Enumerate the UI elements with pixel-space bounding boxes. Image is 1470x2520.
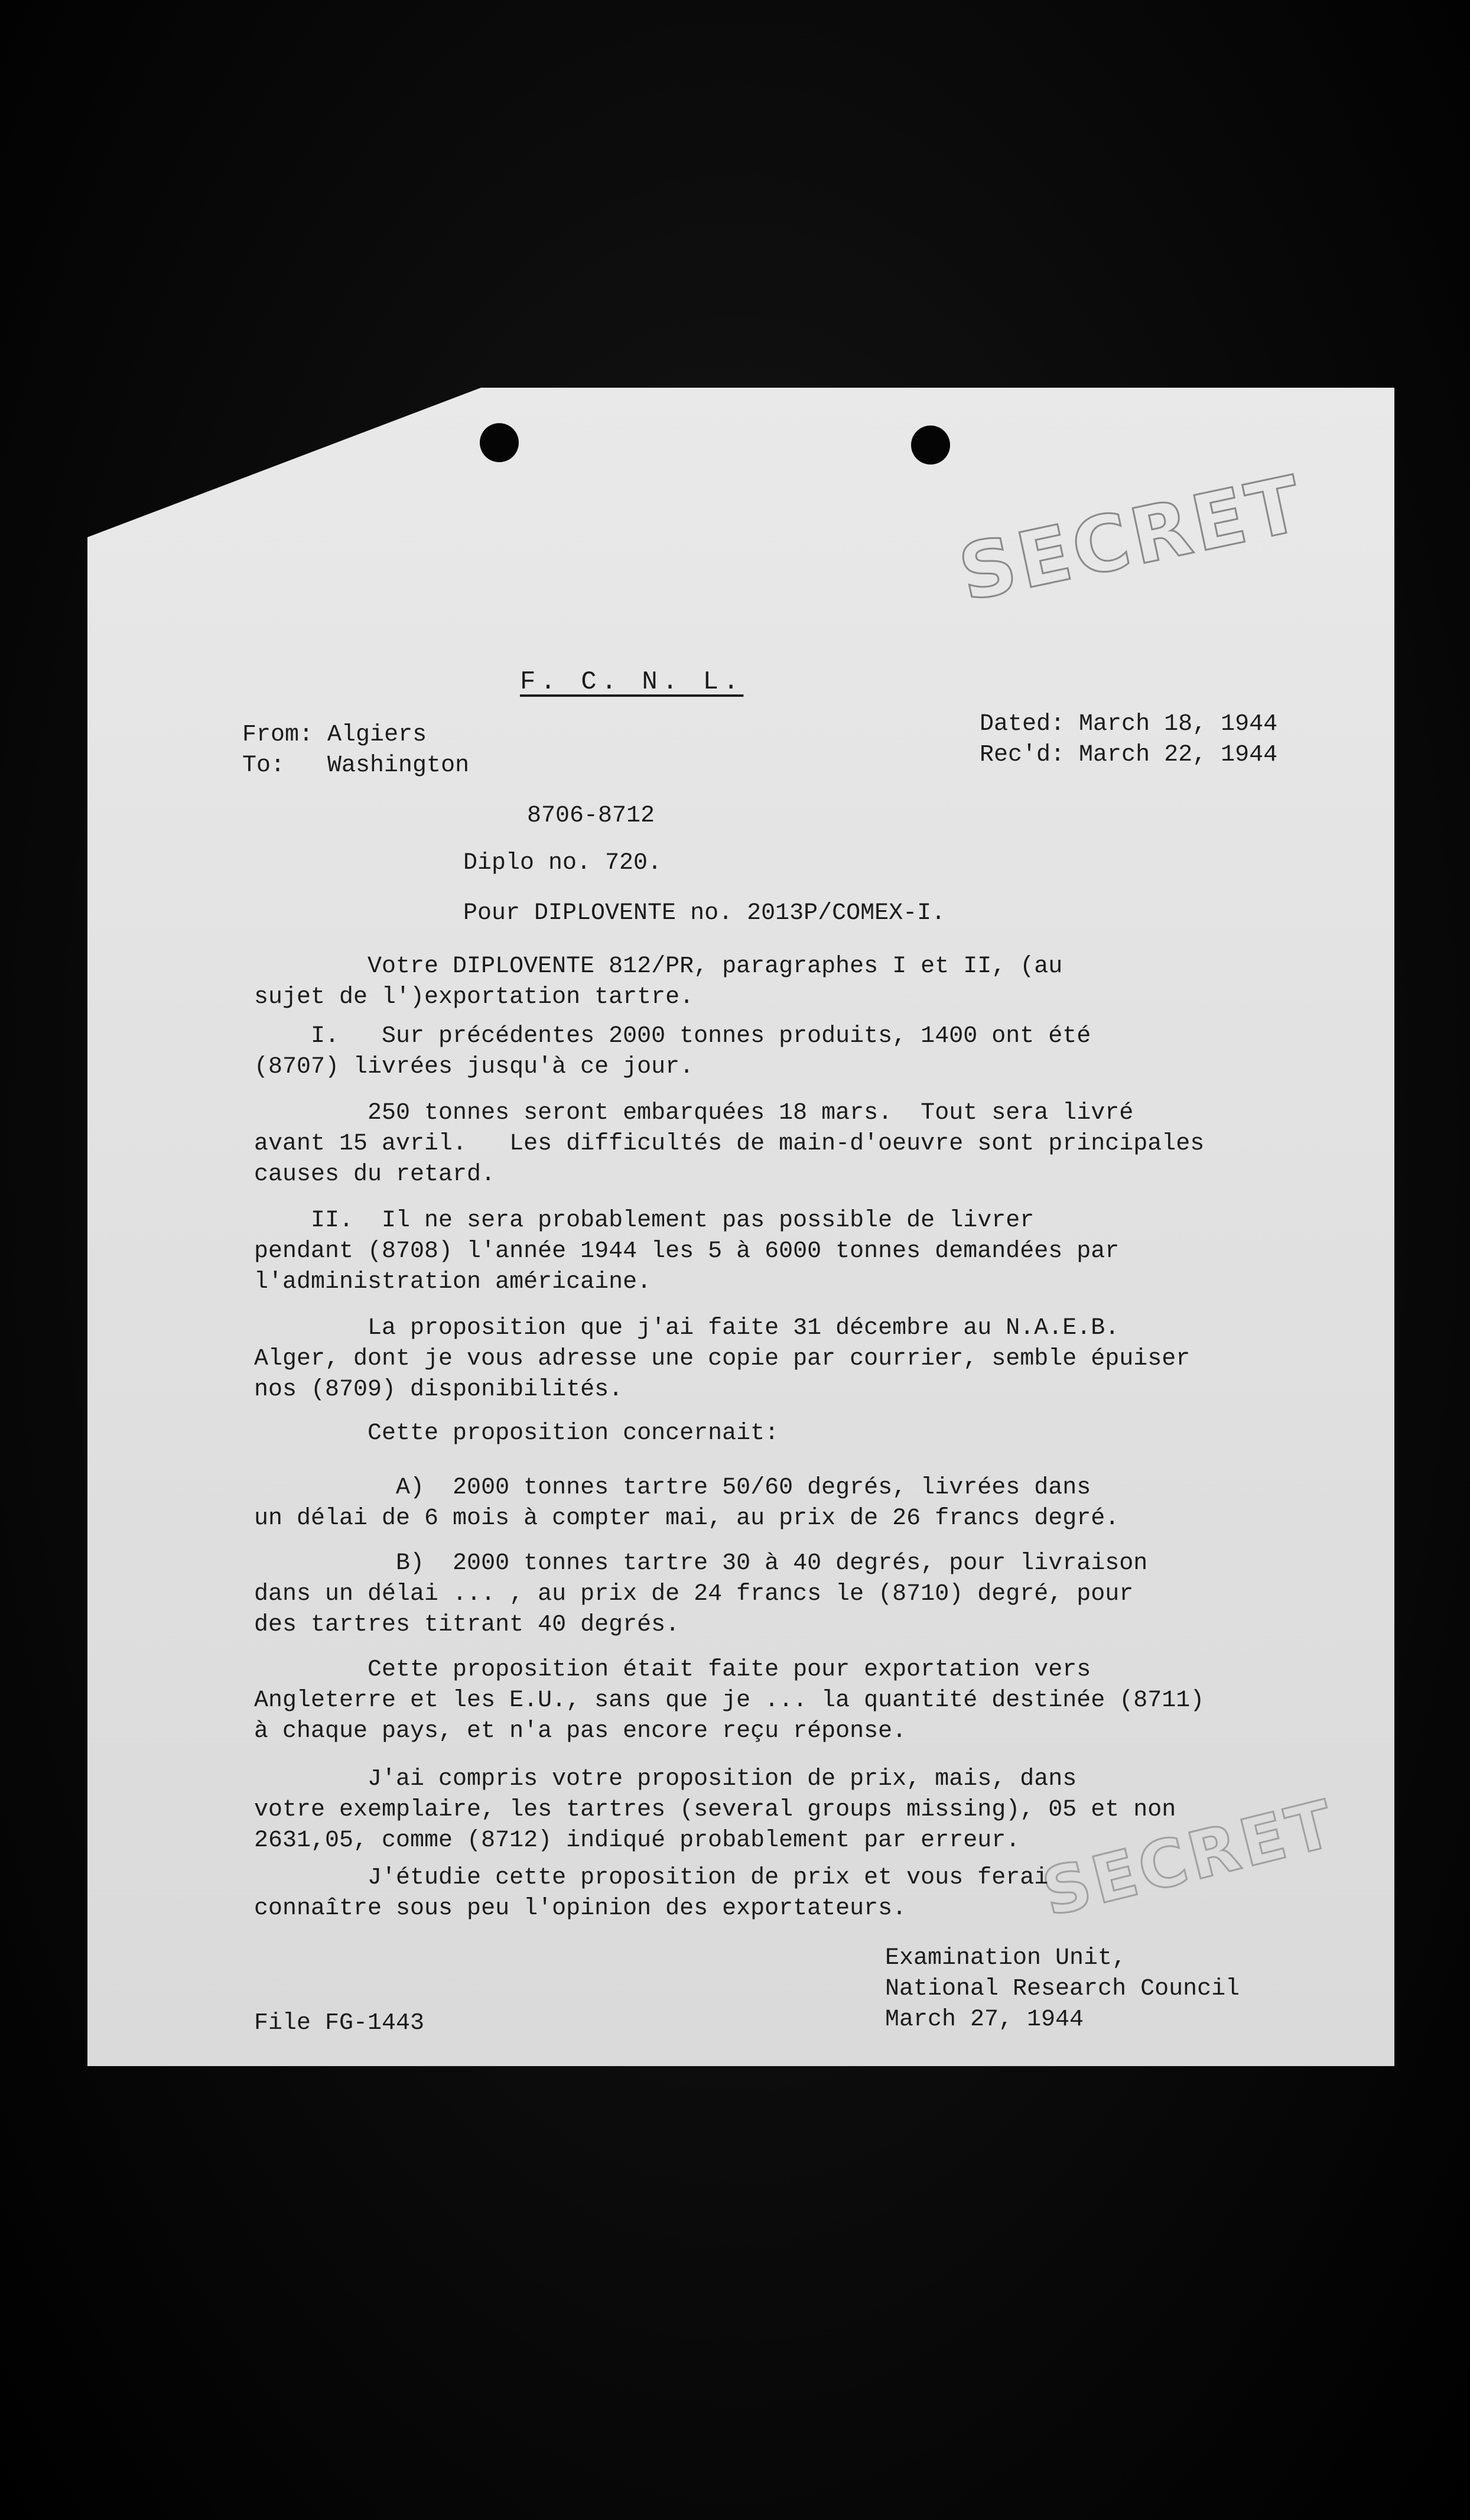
paragraph-9: Cette proposition était faite pour exportation vers Angleterre et les E.U., sans que je ... la quantité destinée (8711) à chaque pays, et n'a pas encore reçu réponse. [254,1657,1205,1745]
to-label: To: [242,752,285,779]
paragraph-2: I. Sur précédentes 2000 tonnes produits, 1400 ont été (8707) livrées jusqu'à ce jour. [254,1023,1091,1080]
message-number: 8706-8712 [527,803,655,829]
punch-hole-right [911,426,950,465]
paragraph-5: La proposition que j'ai faite 31 décembre au N.A.E.B. Alger, dont je vous adresse une copie par courrier, semble épuiser nos (8709) disponibilités. [254,1315,1191,1403]
paragraph-10: J'ai compris votre proposition de prix, mais, dans votre exemplaire, les tartres (several groups missing), 05 et non 2631,05, comme (8712) indiqué probablement par erreur. [254,1766,1176,1854]
paragraph-6: Cette proposition concernait: [254,1420,779,1447]
dates-block [980,709,1277,771]
dated-label: Dated: [980,711,1065,738]
paragraph-3: 250 tonnes seront embarquées 18 mars. Tout sera livré avant 15 avril. Les difficultés de main-d'oeuvre sont principales causes du retard. [254,1100,1205,1188]
from-value: Algiers [327,722,427,748]
recd-label: Rec'd: [980,742,1065,768]
file-reference: File FG-1443 [254,2010,425,2037]
dated-value: March 18, 1944 [1079,711,1278,738]
from-to-block [242,720,469,781]
pour-line: Pour DIPLOVENTE no. 2013P/COMEX-I. [463,900,946,927]
recd-value: March 22, 1944 [1079,742,1278,768]
paragraph-8: B) 2000 tonnes tartre 30 à 40 degrés, pour livraison dans un délai ... , au prix de 24 francs le (8710) degré, pour des tartres titrant 40 degrés. [254,1550,1148,1638]
secret-stamp-bottom: SECRET [1035,1785,1344,1931]
to-value: Washington [327,752,470,779]
paragraph-4: II. Il ne sera probablement pas possible de livrer pendant (8708) l'année 1944 les 5 à 6000 tonnes demandées par l'administration américaine. [254,1207,1120,1295]
from-label: From: [242,722,314,748]
paragraph-1: Votre DIPLOVENTE 812/PR, paragraphes I et II, (au sujet de l')exportation tartre. [254,953,1063,1011]
signature-block: Examination Unit, National Research Council March 27, 1944 [885,1945,1240,2033]
paragraph-7: A) 2000 tonnes tartre 50/60 degrés, livrées dans un délai de 6 mois à compter mai, au prix de 26 francs degré. [254,1475,1120,1532]
diplo-number: Diplo no. 720. [463,850,662,876]
document-title: F. C. N. L. [520,667,744,697]
punch-hole-left [480,423,519,462]
paragraph-11: J'étudie cette proposition de prix et vous ferai connaître sous peu l'opinion des exportateurs. [254,1865,1049,1922]
secret-stamp-top: SECRET [951,458,1312,619]
